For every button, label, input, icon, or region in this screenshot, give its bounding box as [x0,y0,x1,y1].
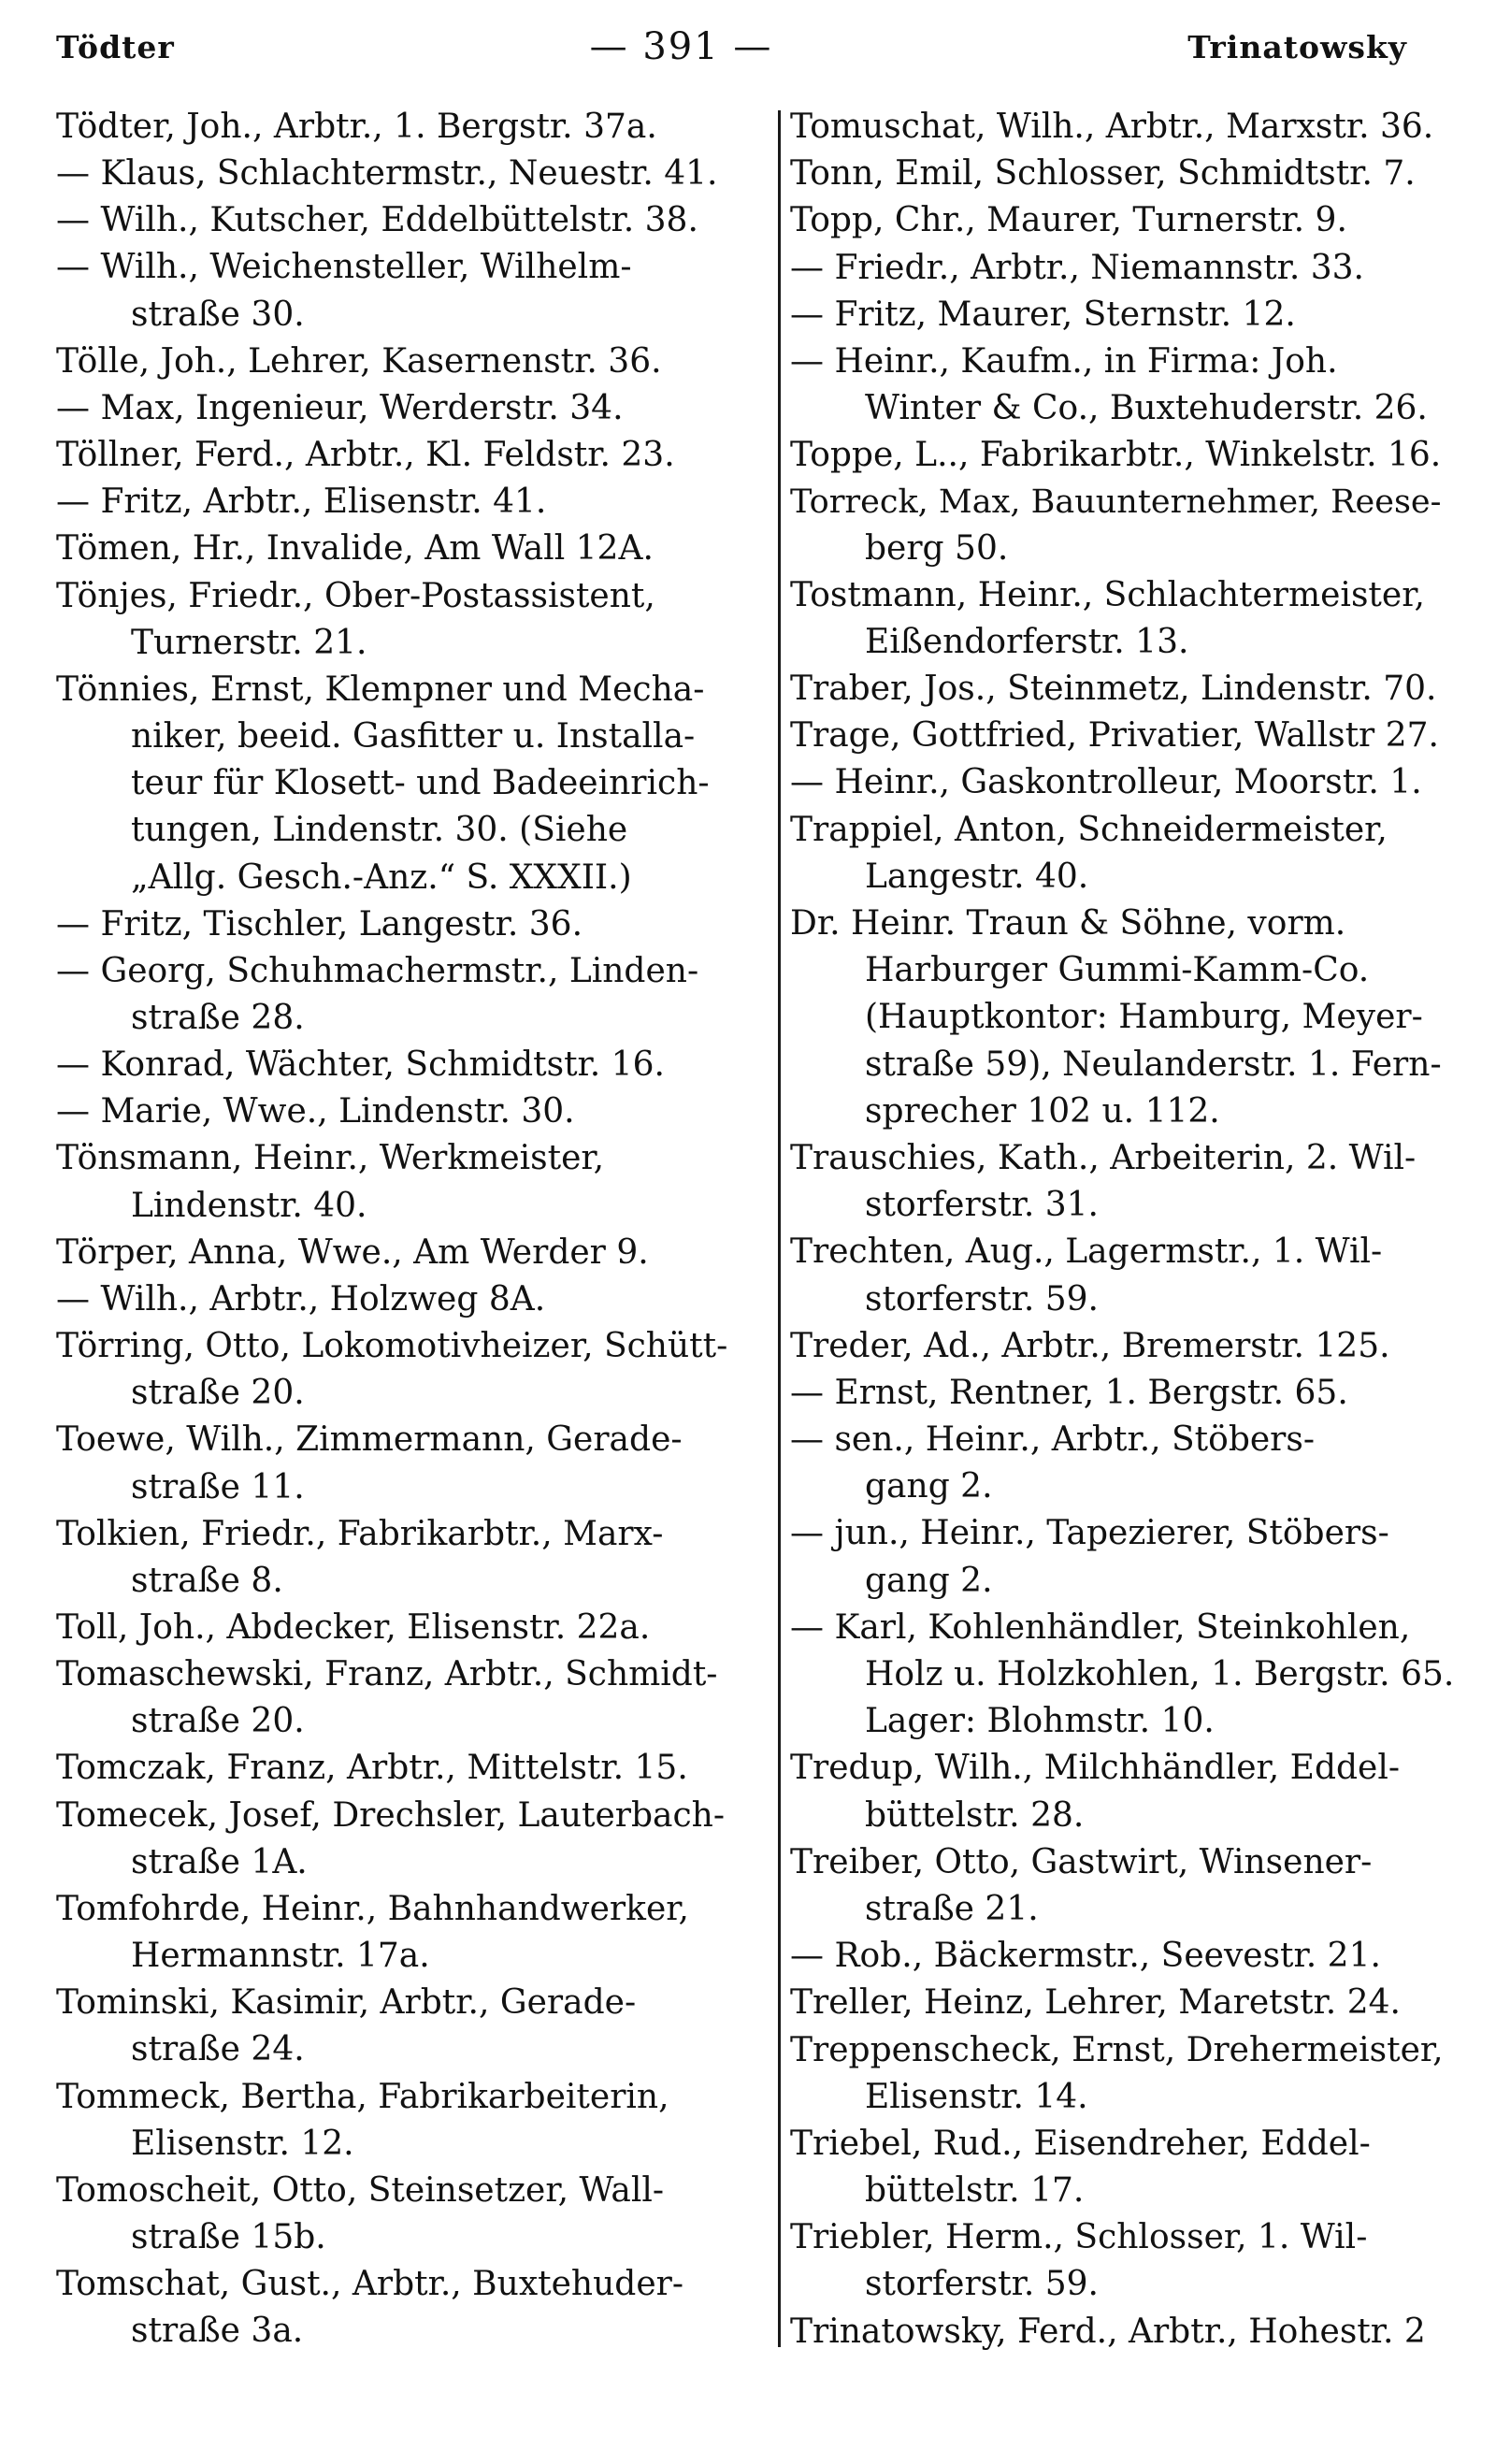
entry-continuation-line: niker, beeid. Gasfitter u. Installa- [131,717,696,756]
entry-line: — Klaus, Schlachtermstr., Neuestr. 41. [56,154,718,194]
entry-line: — Fritz, Arbtr., Elisenstr. 41. [56,483,547,522]
entry-line: — Heinr., Kaufm., in Firma: Joh. [790,341,1338,381]
entry-continuation-line: Lindenstr. 40. [131,1186,367,1225]
entry-line: Treiber, Otto, Gastwirt, Winsener- [790,1842,1373,1881]
entry-continuation-line: Turnerstr. 21. [131,623,367,662]
entry-line: Trappiel, Anton, Schneidermeister, [790,810,1388,849]
entry-continuation-line: gang 2. [865,1467,993,1506]
entry-line: Törper, Anna, Wwe., Am Werder 9. [56,1232,649,1272]
entry-line: Tomuschat, Wilh., Arbtr., Marxstr. 36. [790,108,1434,146]
entry-continuation-line: büttelstr. 28. [865,1795,1085,1835]
header-first-entry: Tödter [56,28,175,65]
entry-continuation-line: Harburger Gummi-Kamm-Co. [865,951,1370,990]
entry-line: Tomecek, Josef, Drechsler, Lauterbach- [56,1795,726,1835]
entry-line: Treppenscheck, Ernst, Drehermeister, [790,2030,1444,2069]
entry-continuation-line: straße 15b. [131,2218,326,2257]
entry-continuation-line: straße 24. [131,2030,305,2069]
entry-line: — Marie, Wwe., Lindenstr. 30. [56,1092,575,1131]
entry-continuation-line: teur für Klosett- und Badeeinrich- [131,764,710,803]
entry-continuation-line: straße 20. [131,1702,305,1741]
entry-line: Tomaschewski, Franz, Arbtr., Schmidt- [56,1655,718,1694]
entry-line: — Ernst, Rentner, 1. Bergstr. 65. [790,1373,1348,1412]
entry-line: Tomfohrde, Heinr., Bahnhandwerker, [56,1889,689,1928]
entry-line: Törring, Otto, Lokomotivheizer, Schütt- [56,1327,728,1366]
entry-line: Triebel, Rud., Eisendreher, Eddel- [790,2124,1371,2163]
entry-line: Tonn, Emil, Schlosser, Schmidtstr. 7. [790,154,1416,194]
entry-line: Topp, Chr., Maurer, Turnerstr. 9. [790,201,1347,240]
entry-continuation-line: straße 20. [131,1374,305,1413]
entry-continuation-line: tungen, Lindenstr. 30. (Siehe [131,811,628,850]
column-divider [778,110,781,2347]
entry-continuation-line: Eißendorferstr. 13. [865,622,1189,661]
entry-line: Trechten, Aug., Lagermstr., 1. Wil- [790,1232,1383,1272]
entry-continuation-line: storferstr. 59. [865,2265,1099,2304]
entry-continuation-line: straße 30. [131,295,305,334]
entry-continuation-line: berg 50. [865,528,1009,568]
entry-line: Torreck, Max, Bauunternehmer, Reese- [790,483,1442,521]
entry-line: — Georg, Schuhmachermstr., Linden- [56,951,699,990]
entry-continuation-line: Elisenstr. 12. [131,2124,354,2163]
entry-continuation-line: straße 11. [131,1467,305,1506]
entry-continuation-line: (Hauptkontor: Hamburg, Meyer- [865,998,1423,1037]
entry-continuation-line: Elisenstr. 14. [865,2077,1088,2116]
entry-continuation-line: straße 21. [865,1889,1039,1928]
entry-line: Toll, Joh., Abdecker, Elisenstr. 22a. [56,1608,651,1647]
entry-line: Tölle, Joh., Lehrer, Kasernenstr. 36. [56,341,662,381]
entry-continuation-line: gang 2. [865,1561,993,1600]
entry-line: — Konrad, Wächter, Schmidtstr. 16. [56,1045,665,1085]
entry-line: — Max, Ingenieur, Werderstr. 34. [56,388,624,427]
entry-continuation-line: straße 3a. [131,2312,304,2351]
entry-continuation-line: Hermannstr. 17a. [131,1937,430,1976]
entry-line: Tostmann, Heinr., Schlachtermeister, [790,575,1425,614]
entry-line: Töllner, Ferd., Arbtr., Kl. Feldstr. 23. [56,436,675,475]
entry-line: Treder, Ad., Arbtr., Bremerstr. 125. [790,1326,1390,1365]
entry-line: Tönnies, Ernst, Klempner und Mecha- [56,670,705,709]
entry-continuation-line: straße 59), Neulanderstr. 1. Fern- [865,1045,1442,1084]
right-column [790,107,1454,2352]
entry-continuation-line: storferstr. 31. [865,1186,1099,1225]
entry-line: — sen., Heinr., Arbtr., Stöbers- [790,1420,1316,1460]
entry-line: Tomschat, Gust., Arbtr., Buxtehuder- [56,2265,683,2304]
left-column [56,107,767,2352]
entry-line: — Wilh., Weichensteller, Wilhelm- [56,248,632,287]
entry-line: Tommeck, Bertha, Fabrikarbeiterin, [56,2077,669,2116]
entry-line: Treller, Heinz, Lehrer, Maretstr. 24. [790,1983,1401,2023]
entry-line: Trage, Gottfried, Privatier, Wallstr 27. [790,716,1439,756]
entry-line: Toewe, Wilh., Zimmermann, Gerade- [56,1420,683,1460]
entry-line: — Wilh., Kutscher, Eddelbüttelstr. 38. [56,201,698,240]
entry-line: Trauschies, Kath., Arbeiterin, 2. Wil- [790,1138,1417,1177]
entry-continuation-line: sprecher 102 u. 112. [865,1091,1220,1131]
entry-line: Traber, Jos., Steinmetz, Lindenstr. 70. [790,670,1437,709]
entry-line: Tolkien, Friedr., Fabrikarbtr., Marx- [56,1514,664,1553]
entry-line: Tömen, Hr., Invalide, Am Wall 12A. [56,529,654,569]
entry-continuation-line: straße 1A. [131,1842,308,1881]
entry-continuation-line: storferstr. 59. [865,1279,1099,1318]
entry-line: — Friedr., Arbtr., Niemannstr. 33. [790,248,1365,287]
entry-line: — Wilh., Arbtr., Holzweg 8A. [56,1279,546,1318]
entry-line: Tomczak, Franz, Arbtr., Mittelstr. 15. [56,1749,688,1788]
entry-line: — Fritz, Maurer, Sternstr. 12. [790,295,1296,334]
entry-line: — Fritz, Tischler, Langestr. 36. [56,904,583,944]
entry-continuation-line: straße 28. [131,998,305,1037]
entry-line: — jun., Heinr., Tapezierer, Stöbers- [790,1514,1389,1553]
entry-line: Tönsmann, Heinr., Werkmeister, [56,1139,605,1178]
entry-continuation-line: büttelstr. 17. [865,2171,1085,2211]
entry-line: Tönjes, Friedr., Ober-Postassistent, [56,576,655,615]
entry-line: Tominski, Kasimir, Arbtr., Gerade- [56,1983,637,2023]
entry-continuation-line: „Allg. Gesch.-Anz.“ S. XXXII.) [131,857,632,897]
entry-line: Triebler, Herm., Schlosser, 1. Wil- [790,2218,1368,2257]
header-last-entry: Trinatowsky [1187,28,1407,65]
entry-line: Tomoscheit, Otto, Steinsetzer, Wall- [56,2170,665,2210]
entry-line: — Karl, Kohlenhändler, Steinkohlen, [790,1607,1411,1647]
entry-continuation-line: straße 8. [131,1561,283,1600]
entry-line: — Rob., Bäckermstr., Seevestr. 21. [790,1937,1381,1976]
entry-line: Tödter, Joh., Arbtr., 1. Bergstr. 37a. [56,108,657,146]
entry-line: Trinatowsky, Ferd., Arbtr., Hohestr. 2 [790,2312,1426,2351]
entry-line: — Heinr., Gaskontrolleur, Moorstr. 1. [790,763,1422,802]
entry-line: Dr. Heinr. Traun & Söhne, vorm. [790,904,1346,943]
entry-line: Toppe, L.., Fabrikarbtr., Winkelstr. 16. [790,436,1442,475]
entry-continuation-line: Holz u. Holzkohlen, 1. Bergstr. 65. [865,1655,1454,1693]
entry-line: Tredup, Wilh., Milchhändler, Eddel- [790,1749,1401,1788]
page-number: — 391 — [589,25,773,68]
entry-continuation-line: Winter & Co., Buxtehuderstr. 26. [865,389,1428,428]
entry-continuation-line: Lager: Blohmstr. 10. [865,1702,1215,1741]
page-header [56,17,1407,77]
entry-continuation-line: Langestr. 40. [865,857,1089,896]
